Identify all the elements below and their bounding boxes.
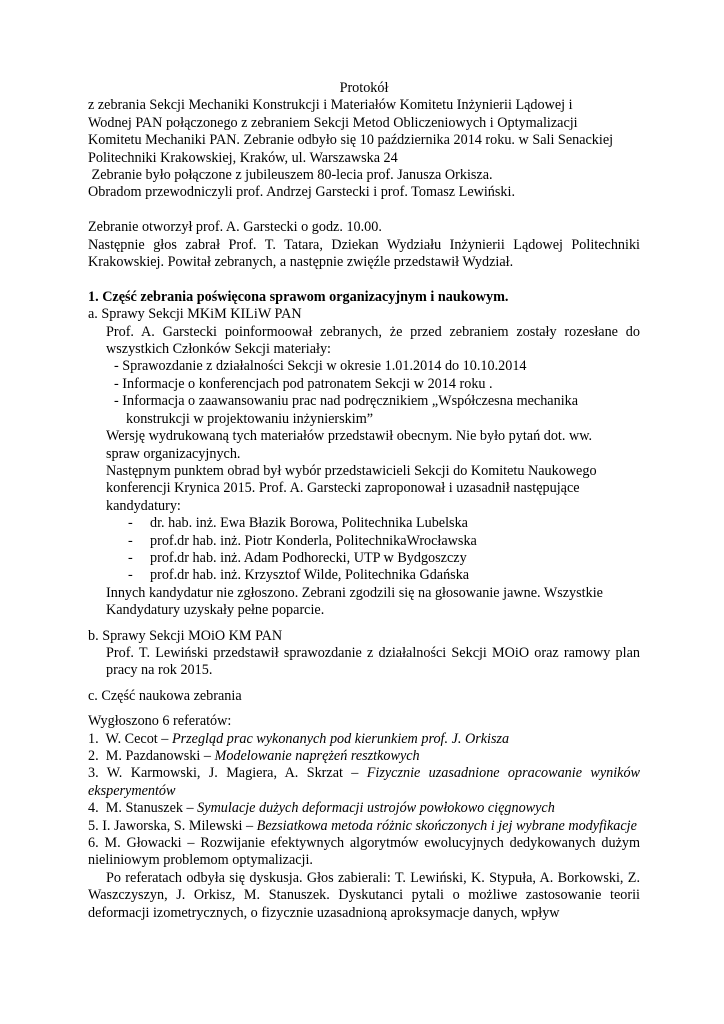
candidate-item	[88, 533, 640, 550]
election-paragraph: Następnym punktem obrad był wybór przedstawicieli Sekcji do Komitetu Naukowego konferencji Krynica 2015. Prof. A. Garstecki zaproponował i uzasadnił następujące kandydatury:	[106, 462, 597, 514]
lecture-authors: 1. W. Cecot –	[88, 730, 172, 747]
header-line-2: Wodnej PAN połączonego z zebraniem Sekcji Metod Obliczeniowych i Optymalizacji	[88, 114, 578, 131]
subsection-c-label: c. Część naukowa zebrania	[88, 687, 242, 704]
lecture-title: Fizycznie uzasadnione opracowanie wyników eksperymentów	[88, 765, 641, 799]
candidate-text: prof.dr hab. inż. Adam Podhorecki, UTP w Bydgoszczy	[150, 549, 467, 566]
election-result: Innych kandydatur nie zgłoszono. Zebrani zgodzili się na głosowanie jawne. Wszystkie Kandydatury uzyskały pełne poparcie.	[106, 584, 603, 619]
subsection-b-label: b. Sprawy Sekcji MOiO KM PAN	[88, 627, 283, 644]
candidate-bullet: -	[128, 532, 133, 549]
candidate-item	[88, 567, 640, 584]
copies-paragraph: Wersję wydrukowaną tych materiałów przedstawił obecnym. Nie było pytań dot. ww. spraw organizacyjnych.	[106, 428, 593, 462]
header-line-5: Zebranie było połączone z jubileuszem 80-lecia prof. Janusza Orkisza.	[88, 167, 493, 184]
candidate-item	[88, 515, 640, 532]
material-item: - Informacja o zaawansowaniu prac nad podręcznikiem „Współczesna mechanika konstrukcji w projektowaniu inżynierskim”	[114, 393, 579, 427]
header-line-3: Komitetu Mechaniki PAN. Zebranie odbyło się 10 października 2014 roku. w Sali Senackiej	[88, 132, 614, 149]
section-1-heading: 1. Część zebrania poświęcona sprawom organizacyjnym i naukowym.	[88, 288, 509, 305]
lectures-intro: Wygłoszono 6 referatów:	[88, 713, 232, 730]
lecture-item	[88, 748, 640, 765]
material-item: - Informacje o konferencjach pod patronatem Sekcji w 2014 roku .	[114, 375, 493, 392]
header-line-1: z zebrania Sekcji Mechaniki Konstrukcji i Materiałów Komitetu Inżynierii Lądowej i	[88, 97, 573, 114]
candidate-text: prof.dr hab. inż. Piotr Konderla, PolitechnikaWrocławska	[150, 532, 477, 549]
candidate-bullet: -	[128, 567, 133, 584]
material-item: - Sprawozdanie z działalności Sekcji w okresie 1.01.2014 do 10.10.2014	[114, 358, 527, 375]
discussion-paragraph: Po referatach odbyła się dyskusja. Głos zabierali: T. Lewiński, K. Stypuła, A. Borkowski, Z. Waszczyszyn, J. Orkisz, M. Stanuszek. Dyskutanci pytali o możliwe zastosowanie teorii deformacji izometrycznych, o fizycznie uzasadnioną aproksymacje danych, wpływ	[88, 869, 640, 921]
lecture-item	[88, 800, 640, 817]
lecture-item	[88, 835, 640, 870]
candidate-item	[88, 550, 640, 567]
document-title: Protokół	[339, 80, 389, 96]
lecture-item	[88, 818, 640, 835]
lecture-item	[88, 731, 640, 748]
opening-paragraph: Następnie głos zabrał Prof. T. Tatara, Dziekan Wydziału Inżynierii Lądowej Politechniki Krakowskiej. Powitał zebranych, a następnie zwięźle przedstawił Wydział.	[88, 236, 640, 271]
subsection-b-text: Prof. T. Lewiński przedstawił sprawozdanie z działalności Sekcji MOiO oraz ramowy plan pracy na rok 2015.	[106, 644, 640, 679]
candidate-bullet: -	[128, 515, 133, 532]
header-line-6: Obradom przewodniczyli prof. Andrzej Garstecki i prof. Tomasz Lewiński.	[88, 184, 516, 201]
lecture-authors: 6. M. Głowacki – Rozwijanie efektywnych algorytmów ewolucyjnych dedykowanych dużym nieliniowym problemom optymalizacji.	[88, 835, 640, 869]
lecture-authors: 3. W. Karmowski, J. Magiera, A. Skrzat –	[88, 765, 367, 782]
lecture-title: Symulacje dużych deformacji ustrojów powłokowo cięgnowych	[197, 800, 555, 817]
header-line-4: Politechniki Krakowskiej, Kraków, ul. Warszawska 24	[88, 149, 398, 166]
lecture-authors: 5. I. Jaworska, S. Milewski –	[88, 817, 257, 834]
lecture-title: Przegląd prac wykonanych pod kierunkiem prof. J. Orkisza	[171, 730, 510, 747]
lecture-item	[88, 765, 640, 800]
lecture-title: Modelowanie naprężeń resztkowych	[214, 748, 420, 764]
candidate-text: prof.dr hab. inż. Krzysztof Wilde, Politechnika Gdańska	[150, 567, 470, 584]
lecture-authors: 2. M. Pazdanowski –	[88, 748, 215, 764]
candidate-text: dr. hab. inż. Ewa Błazik Borowa, Politechnika Lubelska	[150, 515, 468, 532]
subsection-a-label: a. Sprawy Sekcji MKiM KILiW PAN	[88, 306, 302, 323]
lecture-title: Bezsiatkowa metoda różnic skończonych i jej wybrane modyfikacje	[256, 817, 637, 834]
subsection-a-intro: Prof. A. Garstecki poinformoował zebranych, że przed zebraniem zostały rozesłane do wszystkich Członków Sekcji materiały:	[106, 323, 640, 358]
lecture-authors: 4. M. Stanuszek –	[88, 800, 198, 817]
opening-line: Zebranie otworzył prof. A. Garstecki o godz. 10.00.	[88, 219, 382, 236]
candidate-bullet: -	[128, 549, 133, 566]
document-body	[88, 80, 640, 922]
